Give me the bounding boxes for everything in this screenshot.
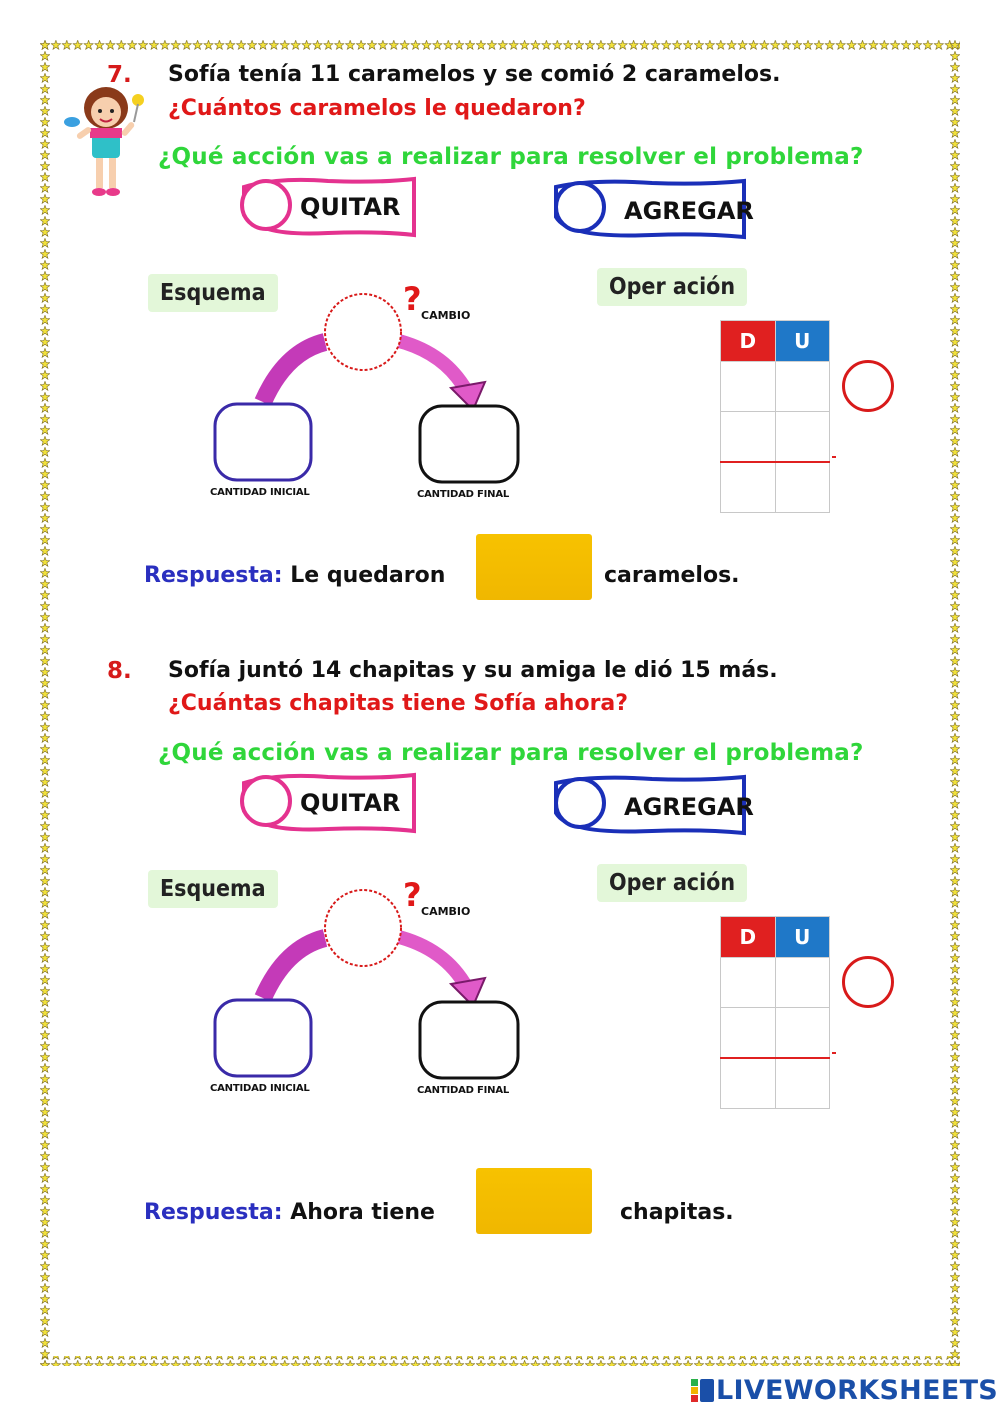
cantidad-final-label: CANTIDAD FINAL: [417, 489, 510, 500]
result-line-extension: [832, 456, 836, 458]
girl-illustration: [62, 82, 154, 200]
question-mark: ?: [403, 876, 422, 914]
statement-bold: 2 caramelos: [621, 62, 773, 87]
header-u: U: [775, 917, 829, 958]
cambio-label: CAMBIO: [421, 905, 471, 918]
respuesta-8: [144, 1200, 435, 1225]
header-d: D: [721, 917, 776, 958]
operation-sign-circle[interactable]: [842, 360, 894, 412]
statement-text: y se comió: [475, 62, 622, 87]
quitar-label: QUITAR: [300, 193, 401, 221]
esquema-label: Esquema: [148, 870, 278, 908]
operation-sign-circle[interactable]: [842, 956, 894, 1008]
header-u: U: [775, 321, 829, 362]
respuesta-after-7: caramelos.: [604, 563, 740, 588]
problem-8-statement: Sofía juntó 14 chapitas y su amiga le dió 15 más.: [168, 658, 778, 683]
agregar-label: AGREGAR: [624, 197, 754, 225]
problem-7-number: 7.: [107, 62, 132, 88]
operacion-label: Oper ación: [597, 268, 747, 306]
question-mark: ?: [403, 280, 422, 318]
brand-text: LIVEWORKSHEETS: [716, 1374, 999, 1406]
cell-d1[interactable]: [721, 362, 776, 412]
operation-table: [720, 320, 830, 513]
agregar-radio-circle: [556, 183, 604, 231]
esquema-diagram: [205, 878, 535, 1108]
problem-8-question: ¿Cuántas chapitas tiene Sofía ahora?: [168, 691, 629, 716]
respuesta-after-8: chapitas.: [620, 1200, 734, 1225]
cambio-circle: [325, 890, 401, 966]
problem-7-question: ¿Cuántos caramelos le quedaron?: [168, 96, 586, 121]
cantidad-inicial-box: [215, 404, 311, 480]
result-line-extension: [832, 1052, 836, 1054]
quitar-label: QUITAR: [300, 789, 401, 817]
operation-table: [720, 916, 830, 1109]
operacion-label: Oper ación: [597, 864, 747, 902]
agregar-radio-circle: [556, 779, 604, 827]
cell-d2[interactable]: [721, 1008, 776, 1059]
respuesta-before: Ahora tiene: [290, 1200, 435, 1225]
cell-u3[interactable]: [775, 1058, 829, 1109]
quitar-radio-circle: [242, 181, 290, 229]
right-arrow: [395, 340, 467, 392]
cantidad-inicial-box: [215, 1000, 311, 1076]
problem-8-number: 8.: [107, 658, 132, 684]
cell-u2[interactable]: [775, 412, 829, 463]
quitar-option[interactable]: [238, 175, 418, 239]
cantidad-final-box: [420, 406, 518, 482]
cell-u2[interactable]: [775, 1008, 829, 1059]
cell-d1[interactable]: [721, 958, 776, 1008]
agregar-option[interactable]: [552, 773, 754, 837]
answer-input-7[interactable]: [476, 534, 592, 600]
cell-u3[interactable]: [775, 462, 829, 513]
left-arrow: [263, 342, 325, 402]
esquema-diagram: [205, 282, 535, 512]
respuesta-label: Respuesta:: [144, 1200, 283, 1225]
cell-u1[interactable]: [775, 958, 829, 1008]
cell-d2[interactable]: [721, 412, 776, 463]
agregar-option[interactable]: [552, 177, 754, 241]
header-d: D: [721, 321, 776, 362]
action-prompt: ¿Qué acción vas a realizar para resolver el problema?: [158, 740, 864, 766]
cell-u1[interactable]: [775, 362, 829, 412]
cell-d3[interactable]: [721, 462, 776, 513]
agregar-label: AGREGAR: [624, 793, 754, 821]
statement-text: Sofía tenía: [168, 62, 310, 87]
respuesta-before: Le quedaron: [290, 563, 446, 588]
action-prompt: ¿Qué acción vas a realizar para resolver el problema?: [158, 144, 864, 170]
esquema-label: Esquema: [148, 274, 278, 312]
cambio-label: CAMBIO: [421, 309, 471, 322]
cantidad-inicial-label: CANTIDAD INICIAL: [210, 487, 310, 498]
statement-text: .: [772, 62, 781, 87]
liveworksheets-logo-icon: [690, 1377, 716, 1403]
cantidad-inicial-label: CANTIDAD INICIAL: [210, 1083, 310, 1094]
cantidad-final-box: [420, 1002, 518, 1078]
left-arrow: [263, 938, 325, 998]
respuesta-7: [144, 563, 445, 588]
right-arrow: [395, 936, 467, 988]
problem-7-statement: [168, 62, 780, 87]
quitar-option[interactable]: [238, 771, 418, 835]
quitar-radio-circle: [242, 777, 290, 825]
cell-d3[interactable]: [721, 1058, 776, 1109]
cantidad-final-label: CANTIDAD FINAL: [417, 1085, 510, 1096]
answer-input-8[interactable]: [476, 1168, 592, 1234]
cambio-circle: [325, 294, 401, 370]
liveworksheets-logo: [690, 1374, 998, 1406]
respuesta-label: Respuesta:: [144, 563, 283, 588]
statement-bold: 11 caramelos: [309, 62, 476, 87]
